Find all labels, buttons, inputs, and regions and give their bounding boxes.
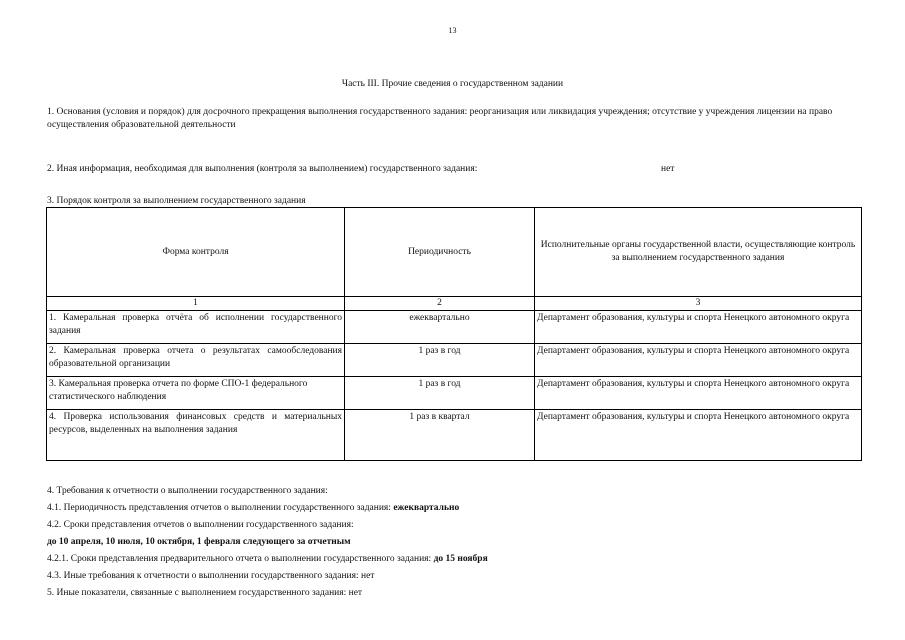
control-table [46, 207, 862, 461]
reporting-heading: 4. Требования к отчетности о выполнении государственного задания: [47, 486, 328, 496]
column-number: 3 [535, 297, 862, 311]
control-authority-cell: Департамент образования, культуры и спорта Ненецкого автономного округа [535, 310, 862, 343]
preliminary-report-deadline [47, 551, 867, 568]
reporting-requirements [47, 483, 867, 602]
table-row [47, 343, 862, 376]
table-row [47, 310, 862, 343]
control-period-cell: 1 раз в год [345, 376, 535, 409]
column-number: 1 [47, 297, 345, 311]
reporting-deadlines-value: до 10 апреля, 10 июля, 10 октября, 1 февраля следующего за отчетным [47, 537, 351, 547]
page-number: 13 [448, 26, 457, 35]
reporting-deadlines-label: 4.2. Сроки представления отчетов о выполнении государственного задания: [47, 520, 354, 530]
control-authority-cell: Департамент образования, культуры и спорта Ненецкого автономного округа [535, 376, 862, 409]
table-row [47, 409, 862, 460]
section-title: Часть III. Прочие сведения о государственном задании [341, 79, 564, 89]
control-period-cell: 1 раз в квартал [345, 409, 535, 460]
control-authority-cell: Департамент образования, культуры и спорта Ненецкого автономного округа [535, 409, 862, 460]
other-information-value: нет [661, 164, 675, 174]
column-header-period: Периодичность [345, 208, 535, 297]
column-number: 2 [345, 297, 535, 311]
control-period-cell: 1 раз в год [345, 343, 535, 376]
other-reporting-requirements: 4.3. Иные требования к отчетности о выполнении государственного задания: нет [47, 571, 375, 581]
column-header-authority: Исполнительные органы государственной власти, осуществляющие контроль за выполнением государственного задания [535, 208, 862, 297]
control-form-cell: 2. Камеральная проверка отчета о результатах самообследования образовательной организации [47, 343, 345, 376]
control-form-cell: 3. Камеральная проверка отчета по форме СПО-1 федерального статистического наблюдения [47, 376, 345, 409]
early-termination-grounds: 1. Основания (условия и порядок) для досрочного прекращения выполнения государственного задания: реорганизация или ликвидация учреждения; отсутствие у учреждения лицензии на право осуществления образовательной деятельности [47, 107, 833, 130]
reporting-frequency-label: 4.1. Периодичность представления отчетов о выполнении государственного задания: [47, 503, 391, 513]
control-authority-cell: Департамент образования, культуры и спорта Ненецкого автономного округа [535, 343, 862, 376]
other-indicators: 5. Иные показатели, связанные с выполнением государственного задания: нет [47, 588, 363, 598]
column-numbers-row [47, 297, 862, 311]
reporting-frequency [47, 500, 867, 517]
column-header-form: Форма контроля [47, 208, 345, 297]
reporting-frequency-value: ежеквартально [393, 503, 460, 513]
preliminary-report-label: 4.2.1. Сроки представления предварительного отчета о выполнении государственного задания: [47, 554, 432, 564]
other-information [47, 163, 867, 176]
control-procedure-heading: 3. Порядок контроля за выполнением государственного задания [47, 196, 306, 206]
control-period-cell: ежеквартально [345, 310, 535, 343]
control-table-header [47, 208, 862, 297]
table-row [47, 376, 862, 409]
control-form-cell: 4. Проверка использования финансовых средств и материальных ресурсов, выделенных на выполнения задания [47, 409, 345, 460]
preliminary-report-value: до 15 ноября [433, 554, 488, 564]
other-information-label: 2. Иная информация, необходимая для выполнения (контроля за выполнением) государственного задания: [47, 164, 478, 174]
control-form-cell: 1. Камеральная проверка отчёта об исполнении государственного задания [47, 310, 345, 343]
